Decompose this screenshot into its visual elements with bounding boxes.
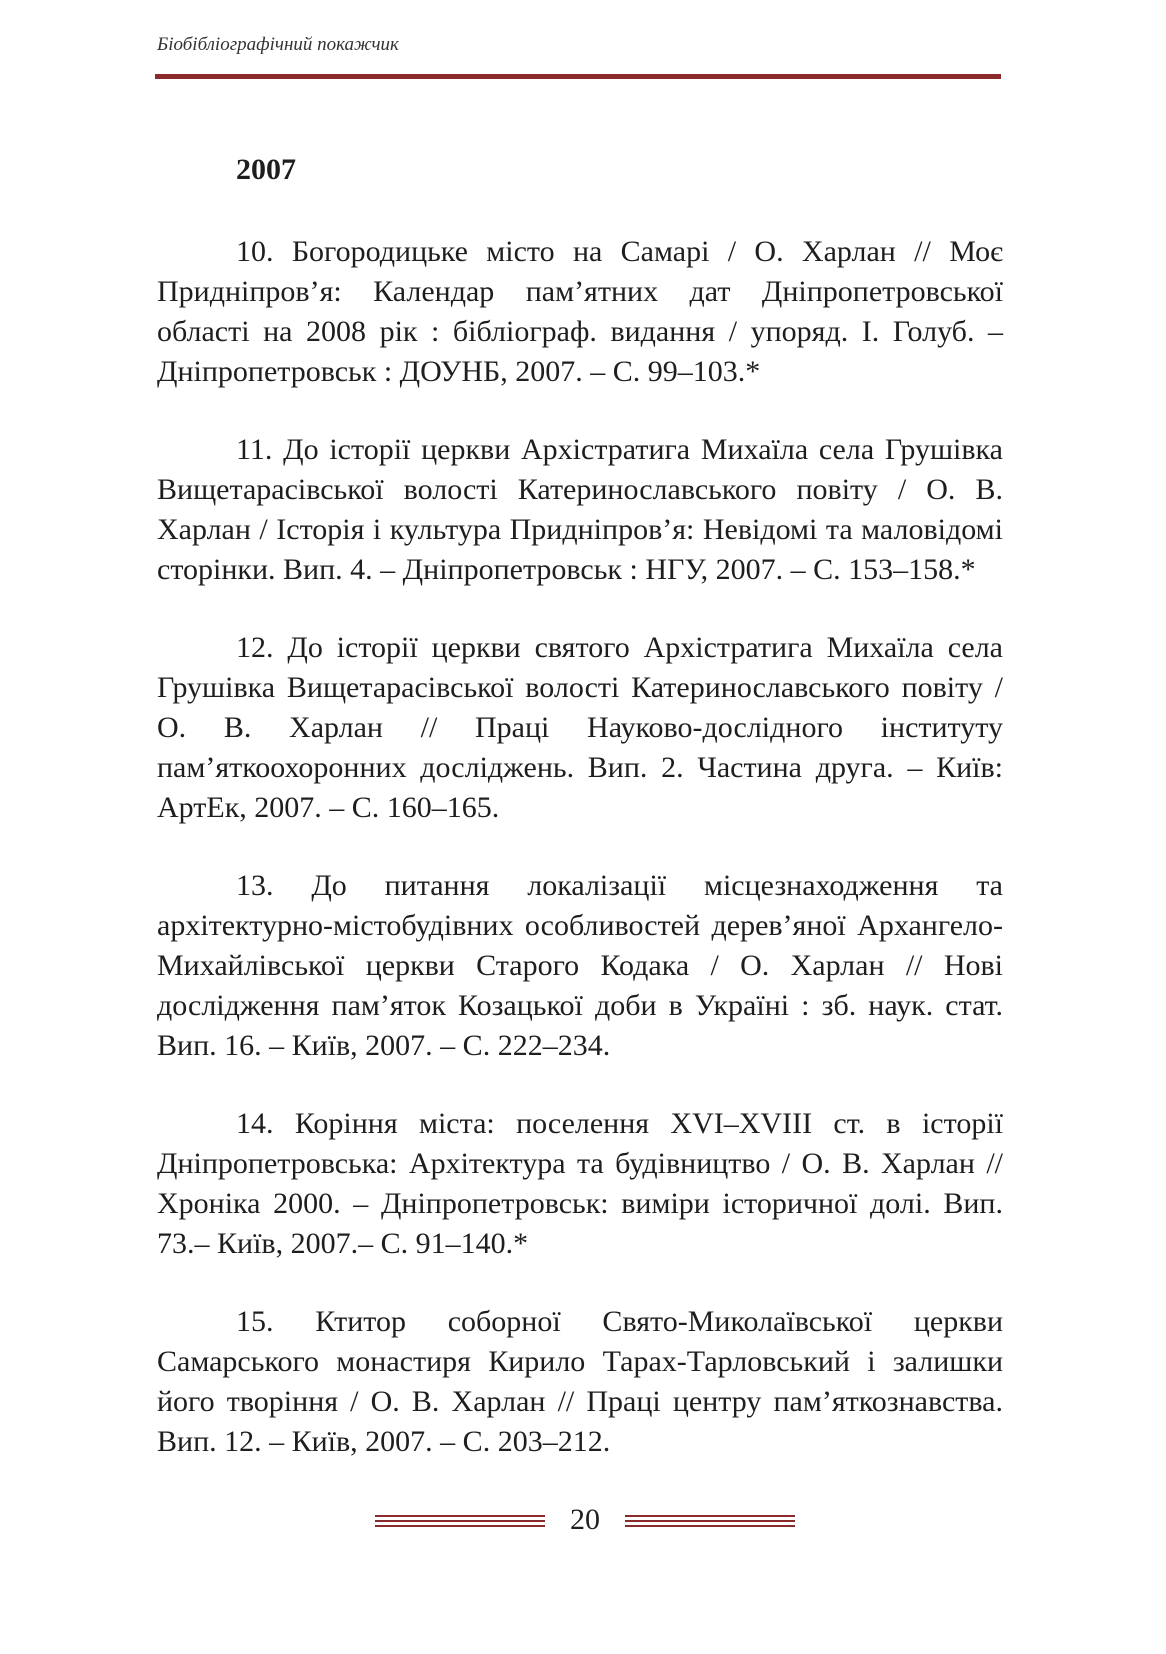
bibliography-entry-10: 10. Богородицьке місто на Самарі / О. Харлан // Моє Придніпров’я: Календар пам’ятних дат Дніпропетровської області на 2008 рік : бібліограф. видання / упоряд. І. Голуб. – Дніпропетровськ : ДОУНБ, 2007. – С. 99–103.* [157, 235, 1003, 388]
year-heading: 2007 [236, 153, 296, 186]
page-footer [375, 1500, 795, 1544]
header-divider [155, 74, 1001, 79]
page-number: 20 [570, 1503, 600, 1536]
bibliography-entries [157, 232, 1003, 1500]
footer-rule-left [375, 1515, 545, 1527]
bibliography-entry-15: 15. Ктитор соборної Свято-Миколаївської церкви Самарського монастиря Кирило Тарах-Тарловський і залишки його творіння / О. В. Харлан // Праці центру пам’яткознавства. Вип. 12. – Київ, 2007. – С. 203–212. [157, 1305, 1003, 1458]
bibliography-entry-12: 12. До історії церкви святого Архістратига Михаїла села Грушівка Вищетарасівської волості Катеринославського повіту / О. В. Харлан // Праці Науково-дослідного інституту пам’яткоохоронних досліджень. Вип. 2. Частина друга. – Київ: АртЕк, 2007. – С. 160–165. [157, 631, 1003, 824]
bibliography-entry-11: 11. До історії церкви Архістратига Михаїла села Грушівка Вищетарасівської волості Катеринославського повіту / О. В. Харлан / Історія і культура Придніпров’я: Невідомі та маловідомі сторінки. Вип. 4. – Дніпропетровськ : НГУ, 2007. – С. 153–158.* [157, 433, 1003, 586]
bibliography-entry-14: 14. Коріння міста: поселення XVI–XVIII ст. в історії Дніпропетровська: Архітектура та будівництво / О. В. Харлан // Хроніка 2000. – Дніпропетровськ: виміри історичної долі. Вип. 73.– Київ, 2007.– С. 91–140.* [157, 1107, 1003, 1260]
bibliography-entry-13: 13. До питання локалізації місцезнаходження та архітектурно-містобудівних особливостей дерев’яної Архангело-Михайлівської церкви Старого Кодака / О. Харлан // Нові дослідження пам’яток Козацької доби в Україні : зб. наук. стат. Вип. 16. – Київ, 2007. – С. 222–234. [157, 869, 1003, 1062]
footer-rule-right [625, 1515, 795, 1527]
running-header-title: Біобібліографічний покажчик [157, 34, 399, 55]
